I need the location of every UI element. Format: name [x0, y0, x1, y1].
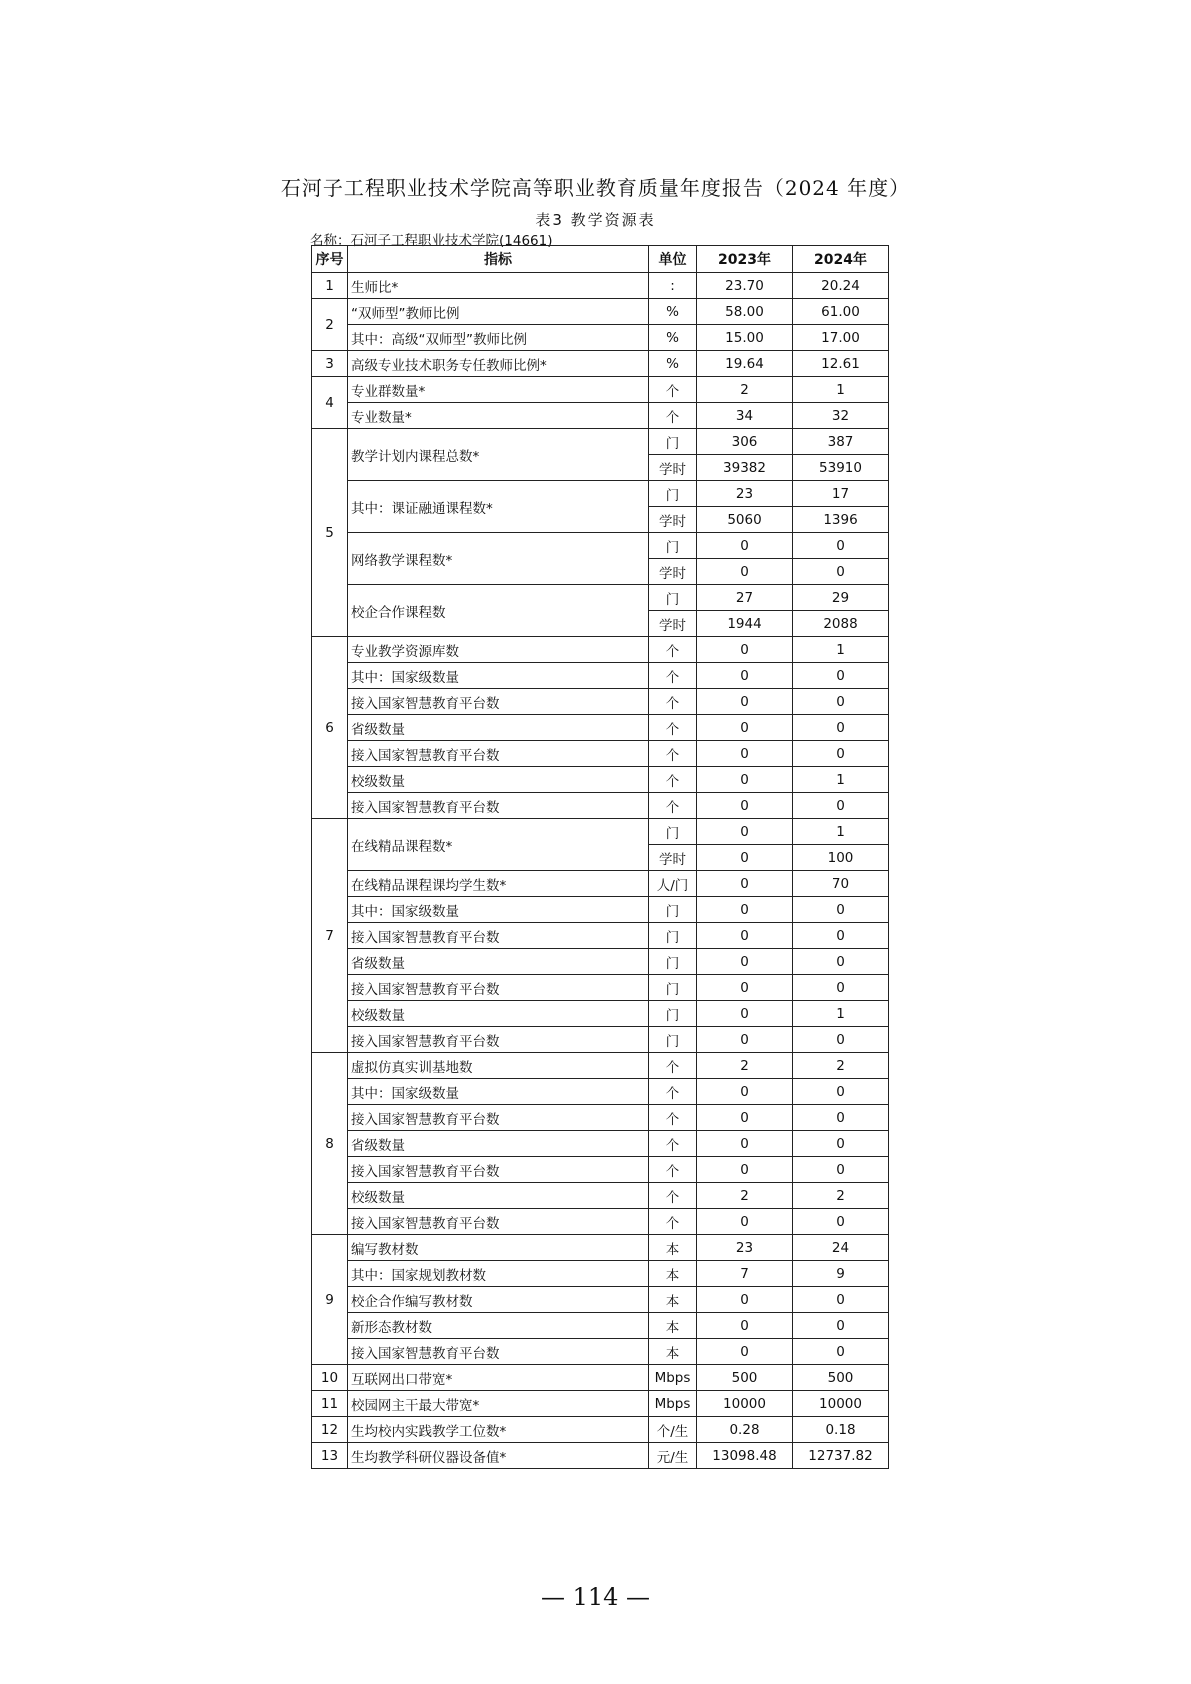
unit-cell: 门 [649, 1001, 697, 1027]
value-2024-cell: 2088 [793, 611, 889, 637]
value-2024-cell: 0 [793, 559, 889, 585]
value-2024-cell: 2 [793, 1053, 889, 1079]
unit-cell: 人/门 [649, 871, 697, 897]
value-2024-cell: 0 [793, 1079, 889, 1105]
value-2024-cell: 100 [793, 845, 889, 871]
table-row [312, 1391, 889, 1417]
table-row [312, 975, 889, 1001]
unit-cell: 个 [649, 403, 697, 429]
table-row [312, 585, 889, 611]
table-row [312, 715, 889, 741]
value-2023-cell: 0 [697, 1157, 793, 1183]
table-row [312, 1261, 889, 1287]
unit-cell: 门 [649, 481, 697, 507]
indicator-cell: 网络教学课程数* [348, 533, 649, 585]
unit-cell: 门 [649, 897, 697, 923]
table-title: 表3 教学资源表 [535, 211, 656, 229]
value-2024-cell: 0 [793, 663, 889, 689]
unit-cell: 个 [649, 1131, 697, 1157]
table-row [312, 377, 889, 403]
unit-cell: 个 [649, 637, 697, 663]
unit-cell: 个 [649, 377, 697, 403]
value-2024-cell: 0 [793, 1209, 889, 1235]
unit-cell: 门 [649, 819, 697, 845]
value-2024-cell: 17.00 [793, 325, 889, 351]
indicator-cell: 在线精品课程数* [348, 819, 649, 871]
unit-cell: 学时 [649, 845, 697, 871]
table-row [312, 429, 889, 455]
table-row [312, 1209, 889, 1235]
unit-cell: 门 [649, 1027, 697, 1053]
table-row [312, 1105, 889, 1131]
col-header-unit: 单位 [649, 246, 697, 273]
indicator-cell: 省级数量 [348, 715, 649, 741]
table-row [312, 793, 889, 819]
seq-cell: 1 [312, 273, 348, 299]
indicator-cell: 校园网主干最大带宽* [348, 1391, 649, 1417]
indicator-cell: 虚拟仿真实训基地数 [348, 1053, 649, 1079]
unit-cell: 门 [649, 585, 697, 611]
institution-name: 名称：石河子工程职业技术学院(14661) [310, 233, 553, 249]
table-row [312, 351, 889, 377]
value-2024-cell: 12737.82 [793, 1443, 889, 1469]
col-header-indicator: 指标 [348, 246, 649, 273]
value-2023-cell: 0 [697, 1287, 793, 1313]
value-2023-cell: 0 [697, 637, 793, 663]
value-2024-cell: 0 [793, 1027, 889, 1053]
value-2024-cell: 0 [793, 689, 889, 715]
value-2024-cell: 0 [793, 1157, 889, 1183]
unit-cell: 学时 [649, 507, 697, 533]
indicator-cell: 互联网出口带宽* [348, 1365, 649, 1391]
value-2023-cell: 0 [697, 689, 793, 715]
indicator-cell: 生均教学科研仪器设备值* [348, 1443, 649, 1469]
value-2024-cell: 387 [793, 429, 889, 455]
value-2023-cell: 1944 [697, 611, 793, 637]
table-row [312, 949, 889, 975]
value-2024-cell: 0 [793, 1131, 889, 1157]
table-row [312, 741, 889, 767]
value-2023-cell: 0 [697, 741, 793, 767]
unit-cell: Mbps [649, 1365, 697, 1391]
value-2024-cell: 9 [793, 1261, 889, 1287]
table-row [312, 1027, 889, 1053]
value-2023-cell: 0 [697, 923, 793, 949]
value-2024-cell: 12.61 [793, 351, 889, 377]
indicator-cell: 接入国家智慧教育平台数 [348, 689, 649, 715]
unit-cell: % [649, 351, 697, 377]
value-2024-cell: 0 [793, 923, 889, 949]
seq-cell: 10 [312, 1365, 348, 1391]
value-2023-cell: 0 [697, 1105, 793, 1131]
table-row [312, 923, 889, 949]
indicator-cell: 其中：国家级数量 [348, 663, 649, 689]
value-2023-cell: 0 [697, 1339, 793, 1365]
value-2024-cell: 2 [793, 1183, 889, 1209]
value-2023-cell: 15.00 [697, 325, 793, 351]
unit-cell: % [649, 299, 697, 325]
value-2024-cell: 24 [793, 1235, 889, 1261]
table-row [312, 533, 889, 559]
value-2024-cell: 0 [793, 975, 889, 1001]
unit-cell: 个/生 [649, 1417, 697, 1443]
table-row [312, 1339, 889, 1365]
table-row [312, 1235, 889, 1261]
value-2023-cell: 2 [697, 377, 793, 403]
col-header-2023: 2023年 [697, 246, 793, 273]
value-2024-cell: 500 [793, 1365, 889, 1391]
table-row [312, 1287, 889, 1313]
unit-cell: 个 [649, 1105, 697, 1131]
value-2023-cell: 0 [697, 1209, 793, 1235]
value-2024-cell: 20.24 [793, 273, 889, 299]
indicator-cell: 省级数量 [348, 1131, 649, 1157]
unit-cell: 个 [649, 1079, 697, 1105]
table-row [312, 819, 889, 845]
value-2023-cell: 0 [697, 1079, 793, 1105]
value-2023-cell: 0 [697, 533, 793, 559]
unit-cell: 本 [649, 1235, 697, 1261]
value-2023-cell: 0 [697, 1027, 793, 1053]
table-row [312, 273, 889, 299]
indicator-cell: 校级数量 [348, 1001, 649, 1027]
value-2023-cell: 23 [697, 481, 793, 507]
table-row [312, 871, 889, 897]
seq-cell: 13 [312, 1443, 348, 1469]
value-2024-cell: 0 [793, 1313, 889, 1339]
value-2024-cell: 0 [793, 897, 889, 923]
indicator-cell: 专业数量* [348, 403, 649, 429]
seq-cell: 7 [312, 819, 348, 1053]
table-row [312, 1053, 889, 1079]
value-2023-cell: 0 [697, 793, 793, 819]
value-2024-cell: 0 [793, 1105, 889, 1131]
table-row [312, 1443, 889, 1469]
seq-cell: 6 [312, 637, 348, 819]
table-row [312, 1313, 889, 1339]
unit-cell: 本 [649, 1261, 697, 1287]
indicator-cell: 校企合作编写教材数 [348, 1287, 649, 1313]
value-2023-cell: 0 [697, 897, 793, 923]
table-row [312, 1001, 889, 1027]
value-2024-cell: 1 [793, 1001, 889, 1027]
value-2023-cell: 19.64 [697, 351, 793, 377]
value-2023-cell: 2 [697, 1053, 793, 1079]
value-2024-cell: 0 [793, 741, 889, 767]
table-row [312, 767, 889, 793]
value-2024-cell: 0 [793, 949, 889, 975]
indicator-cell: 接入国家智慧教育平台数 [348, 1209, 649, 1235]
value-2023-cell: 0 [697, 949, 793, 975]
value-2023-cell: 0 [697, 1313, 793, 1339]
unit-cell: 学时 [649, 611, 697, 637]
value-2023-cell: 0 [697, 975, 793, 1001]
table-row [312, 1079, 889, 1105]
indicator-cell: 其中：高级“双师型”教师比例 [348, 325, 649, 351]
unit-cell: 个 [649, 689, 697, 715]
unit-cell: 个 [649, 767, 697, 793]
value-2023-cell: 13098.48 [697, 1443, 793, 1469]
value-2023-cell: 34 [697, 403, 793, 429]
value-2023-cell: 0 [697, 871, 793, 897]
table-row [312, 1131, 889, 1157]
unit-cell: 本 [649, 1287, 697, 1313]
unit-cell: 门 [649, 429, 697, 455]
unit-cell: : [649, 273, 697, 299]
unit-cell: 个 [649, 1053, 697, 1079]
col-header-seq: 序号 [312, 246, 348, 273]
value-2023-cell: 500 [697, 1365, 793, 1391]
indicator-cell: 接入国家智慧教育平台数 [348, 793, 649, 819]
table-row [312, 299, 889, 325]
value-2023-cell: 0 [697, 1131, 793, 1157]
value-2023-cell: 23.70 [697, 273, 793, 299]
seq-cell: 9 [312, 1235, 348, 1365]
value-2024-cell: 10000 [793, 1391, 889, 1417]
table-row [312, 637, 889, 663]
unit-cell: 门 [649, 923, 697, 949]
seq-cell: 5 [312, 429, 348, 637]
indicator-cell: 其中：国家级数量 [348, 1079, 649, 1105]
value-2023-cell: 0 [697, 715, 793, 741]
unit-cell: 门 [649, 949, 697, 975]
indicator-cell: 在线精品课程课均学生数* [348, 871, 649, 897]
seq-cell: 4 [312, 377, 348, 429]
value-2023-cell: 23 [697, 1235, 793, 1261]
teaching-resources-table [311, 245, 889, 1469]
value-2024-cell: 1 [793, 377, 889, 403]
indicator-cell: 生师比* [348, 273, 649, 299]
value-2023-cell: 10000 [697, 1391, 793, 1417]
value-2024-cell: 0 [793, 1287, 889, 1313]
unit-cell: 本 [649, 1339, 697, 1365]
page-number: — 114 — [540, 1583, 651, 1611]
indicator-cell: 编写教材数 [348, 1235, 649, 1261]
indicator-cell: 接入国家智慧教育平台数 [348, 1339, 649, 1365]
value-2024-cell: 0 [793, 793, 889, 819]
indicator-cell: 其中：国家级数量 [348, 897, 649, 923]
table-row [312, 897, 889, 923]
value-2023-cell: 0 [697, 767, 793, 793]
table-row [312, 481, 889, 507]
unit-cell: 个 [649, 741, 697, 767]
unit-cell: % [649, 325, 697, 351]
report-header: 石河子工程职业技术学院高等职业教育质量年度报告（2024 年度） [280, 176, 911, 200]
value-2023-cell: 58.00 [697, 299, 793, 325]
indicator-cell: 校级数量 [348, 767, 649, 793]
value-2024-cell: 61.00 [793, 299, 889, 325]
table-row [312, 403, 889, 429]
unit-cell: Mbps [649, 1391, 697, 1417]
seq-cell: 12 [312, 1417, 348, 1443]
value-2024-cell: 1 [793, 819, 889, 845]
unit-cell: 门 [649, 533, 697, 559]
unit-cell: 学时 [649, 455, 697, 481]
value-2023-cell: 39382 [697, 455, 793, 481]
unit-cell: 个 [649, 793, 697, 819]
indicator-cell: 校级数量 [348, 1183, 649, 1209]
indicator-cell: 接入国家智慧教育平台数 [348, 1105, 649, 1131]
value-2024-cell: 1396 [793, 507, 889, 533]
value-2024-cell: 70 [793, 871, 889, 897]
indicator-cell: “双师型”教师比例 [348, 299, 649, 325]
table-row [312, 663, 889, 689]
indicator-cell: 高级专业技术职务专任教师比例* [348, 351, 649, 377]
seq-cell: 2 [312, 299, 348, 351]
table-row [312, 1183, 889, 1209]
value-2024-cell: 1 [793, 637, 889, 663]
table-row [312, 1417, 889, 1443]
seq-cell: 11 [312, 1391, 348, 1417]
unit-cell: 学时 [649, 559, 697, 585]
unit-cell: 元/生 [649, 1443, 697, 1469]
value-2023-cell: 0 [697, 559, 793, 585]
indicator-cell: 接入国家智慧教育平台数 [348, 1027, 649, 1053]
value-2023-cell: 0 [697, 1001, 793, 1027]
value-2024-cell: 0 [793, 533, 889, 559]
table-row [312, 1365, 889, 1391]
value-2024-cell: 1 [793, 767, 889, 793]
value-2023-cell: 306 [697, 429, 793, 455]
value-2024-cell: 0 [793, 715, 889, 741]
indicator-cell: 专业群数量* [348, 377, 649, 403]
value-2023-cell: 7 [697, 1261, 793, 1287]
value-2023-cell: 0 [697, 819, 793, 845]
seq-cell: 8 [312, 1053, 348, 1235]
value-2024-cell: 32 [793, 403, 889, 429]
unit-cell: 个 [649, 1183, 697, 1209]
unit-cell: 门 [649, 975, 697, 1001]
indicator-cell: 其中：国家规划教材数 [348, 1261, 649, 1287]
indicator-cell: 其中：课证融通课程数* [348, 481, 649, 533]
indicator-cell: 接入国家智慧教育平台数 [348, 1157, 649, 1183]
value-2023-cell: 27 [697, 585, 793, 611]
value-2023-cell: 0 [697, 845, 793, 871]
value-2024-cell: 29 [793, 585, 889, 611]
table-row [312, 1157, 889, 1183]
unit-cell: 个 [649, 1157, 697, 1183]
value-2023-cell: 0.28 [697, 1417, 793, 1443]
indicator-cell: 校企合作课程数 [348, 585, 649, 637]
col-header-2024: 2024年 [793, 246, 889, 273]
indicator-cell: 接入国家智慧教育平台数 [348, 923, 649, 949]
table-row [312, 689, 889, 715]
indicator-cell: 省级数量 [348, 949, 649, 975]
indicator-cell: 接入国家智慧教育平台数 [348, 741, 649, 767]
unit-cell: 本 [649, 1313, 697, 1339]
table-row [312, 325, 889, 351]
indicator-cell: 专业教学资源库数 [348, 637, 649, 663]
value-2024-cell: 53910 [793, 455, 889, 481]
unit-cell: 个 [649, 715, 697, 741]
value-2023-cell: 2 [697, 1183, 793, 1209]
value-2024-cell: 17 [793, 481, 889, 507]
unit-cell: 个 [649, 663, 697, 689]
value-2024-cell: 0 [793, 1339, 889, 1365]
table-header-row [312, 246, 889, 273]
indicator-cell: 生均校内实践教学工位数* [348, 1417, 649, 1443]
value-2023-cell: 5060 [697, 507, 793, 533]
indicator-cell: 新形态教材数 [348, 1313, 649, 1339]
indicator-cell: 接入国家智慧教育平台数 [348, 975, 649, 1001]
value-2024-cell: 0.18 [793, 1417, 889, 1443]
unit-cell: 个 [649, 1209, 697, 1235]
indicator-cell: 教学计划内课程总数* [348, 429, 649, 481]
value-2023-cell: 0 [697, 663, 793, 689]
seq-cell: 3 [312, 351, 348, 377]
